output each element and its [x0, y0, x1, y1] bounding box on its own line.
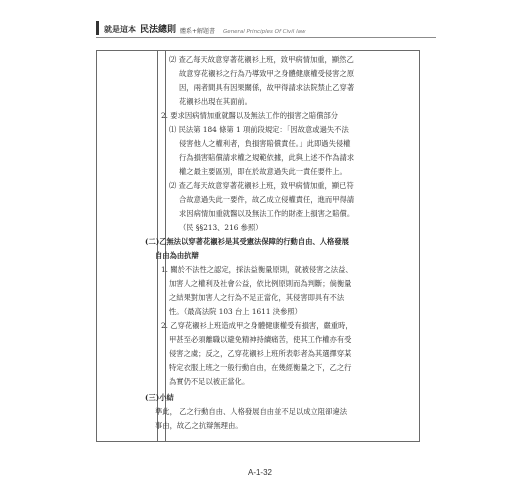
running-header	[96, 18, 436, 38]
table-divider	[157, 51, 158, 441]
document-page	[96, 18, 436, 463]
body-line: 因，兩者間具有因果關係，故甲得請求法院禁止乙穿著	[179, 83, 355, 92]
header-title: 民法總則	[140, 25, 177, 35]
header-english: General Principles Of Civil law	[223, 29, 306, 35]
body-line: 侵害他人之權利者，負損害賠償責任。」此即過失侵權	[179, 139, 351, 148]
body-line: 為實仍不足以被正當化。	[169, 377, 250, 386]
section-heading: (二)乙無法以穿著花襯衫是其受憲法保障的行動自由、人格發展	[145, 237, 349, 246]
body-line: 2. 要求因病情加重就醫以及無法工作的損害之賠償部分	[161, 111, 339, 120]
body-line: 故意穿花襯衫之行為乃導致甲之身體健康權受侵害之原	[179, 69, 355, 78]
body-line: ⑴ 民法第 184 條第 1 項前段規定：「因故意或過失不法	[169, 125, 349, 134]
body-line: （民 §§213、216 參照）	[179, 223, 263, 232]
body-line: 加害人之權利及社會公益，依比例原則而為判斷；倘衡量	[169, 279, 352, 288]
body-line: 行為損害賠償請求權之規範依據，此與上述不作為請求	[179, 153, 355, 162]
body-line: 準此， 乙之行動自由、人格發展自由並不足以成立阻卻違法	[155, 407, 348, 416]
body-line: 權之最主要區別，即在於故意過失此一責任要件上。	[179, 167, 347, 176]
body-line: 侵害之虞；反之，乙穿花襯衫上班所表彰者為其選擇穿某	[169, 349, 352, 358]
section-heading: (三)小結	[145, 393, 174, 402]
page-number: A-1-32	[247, 468, 272, 477]
body-line: 求因病情加重就醫以及無法工作的財產上損害之賠償。	[179, 209, 355, 218]
body-line: 特定衣服上班之一般行動自由，在幾經衡量之下，乙之行	[169, 363, 352, 372]
header-mark-icon	[96, 21, 99, 35]
section-heading: 自由為由抗辯	[155, 251, 199, 260]
header-series: 就是這本	[104, 25, 136, 34]
body-line: 之結果對加害人之行為不足正當化，其侵害即具有不法	[169, 293, 345, 302]
body-line: 事由，故乙之抗辯無理由。	[155, 421, 243, 430]
body-line: ⑵ 查乙每天故意穿著花襯衫上班，致甲病情加重，顯然乙	[169, 55, 354, 64]
body-line: 2. 乙穿花襯衫上班造成甲之身體健康權受有損害，嚴重時，	[161, 321, 353, 330]
answer-table	[96, 50, 420, 442]
body-line: 甲甚至必須離職以避免精神持續痛苦，使其工作權亦有受	[169, 335, 352, 344]
body-line: ⑵ 查乙每天故意穿著花襯衫上班，致甲病情加重，顯已符	[169, 181, 354, 190]
body-line: 性。（最高法院 103 台上 1611 決參照）	[169, 307, 302, 316]
body-line: 花襯衫出現在其面前。	[179, 97, 252, 106]
body-line: 1. 關於不法性之認定，採法益衡量原則，就被侵害之法益、	[161, 265, 353, 274]
header-subtitle: 體系+解題書	[180, 28, 216, 35]
table-divider	[165, 51, 166, 441]
body-line: 合故意過失此一要件，故乙成立侵權責任，進而甲得請	[179, 195, 355, 204]
